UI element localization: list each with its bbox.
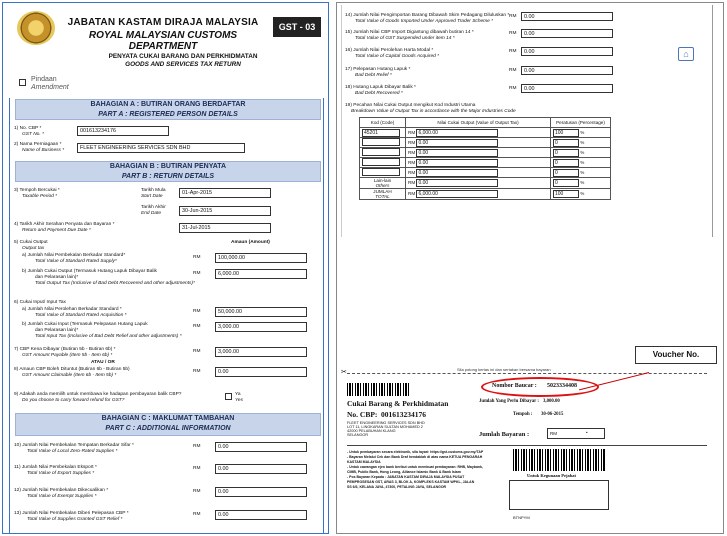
q6b-label-2: dan Pelarasan lain)* (35, 328, 79, 333)
yes-label-malay: Ya (235, 392, 241, 397)
percent-sign: % (580, 191, 585, 196)
scissors-icon: ✂ (341, 369, 347, 376)
q3-label-en: Taxable Period * (22, 194, 58, 199)
q10-label: 10) Jumlah Nilai Pembekalan Tempatan Berkadar Sifar * (14, 443, 134, 448)
table-row (360, 128, 611, 138)
standard-rated-supply-field[interactable]: 100,000.00 (215, 253, 307, 263)
q18-label: 18) Hutang Lapuk Dibayar Balik * (345, 85, 416, 90)
amendment-checkbox[interactable] (19, 79, 26, 86)
q13-label-en: Total Value of Supplies Granted GST Relief * (27, 517, 123, 522)
percent-sign: % (580, 129, 585, 135)
rm-label: RM (408, 139, 416, 145)
slip-divider (347, 445, 707, 446)
slip-barcode-main (513, 449, 605, 471)
gst-no-label: No. CBP: (347, 410, 378, 419)
start-date-label: Tarikh Mula (141, 188, 166, 193)
q1-label: 1) No. CBP * (14, 126, 42, 131)
gst-payable-field[interactable]: 3,000.00 (215, 347, 307, 357)
q1-label-en: GST No. * (22, 132, 44, 137)
code-field[interactable] (362, 168, 400, 176)
part-c-header: BAHAGIAN C : MAKLUMAT TAMBAHAN PART C : ADDITIONAL INFORMATION (15, 413, 321, 436)
q5b-label: b) Jumlah Cukai Output (Termasuk Hutang Lapuk Dibayar Balik (22, 269, 157, 274)
table-row (360, 158, 611, 168)
rm-label: RM (408, 149, 416, 155)
note-line: - Untuk pembayaran secara elektronik, sila layari: https://gst.customs.gov.my/TAP (347, 450, 484, 454)
carry-forward-checkbox[interactable] (225, 393, 232, 400)
table-row (360, 168, 611, 178)
amount-due-value: 3,000.00 (543, 399, 560, 404)
gst03-form-page1 (2, 2, 329, 534)
others-value-field[interactable]: 0.00 (416, 179, 498, 187)
total-percentage-field[interactable]: 100 (553, 190, 579, 198)
q8-label: 8) Amaun CBP Boleh Dituntut (Butiran 6b - Butiran 5b) (14, 367, 130, 372)
q5-label: 5) Cukai Output (14, 240, 48, 245)
part-b-header: BAHAGIAN B : BUTIRAN PENYATA PART B : RETURN DETAILS (15, 161, 321, 182)
pdf-icon[interactable]: ⌂ (678, 47, 694, 61)
q7-label: 7) CBP Kena Dibayar (Butiran 5b - Butiran 6b) * (14, 347, 116, 352)
business-name-field[interactable]: FLEET ENGINEERING SERVICES SDN BHD (77, 143, 245, 153)
slip-title: Cukai Barang & Perkhidmatan (347, 399, 449, 408)
q5a-label-en: Total Value of Standard Rated Supply* (35, 259, 117, 264)
approved-trader-imports-field[interactable]: 0.00 (521, 12, 613, 21)
percentage-field[interactable]: 100 (553, 129, 579, 137)
percent-sign: % (580, 159, 585, 165)
q16-label: 16) Jumlah Nilai Perolehan Harta Modal * (345, 48, 434, 53)
voucher-number-label: Nombor Baucar : (492, 383, 537, 389)
table-row (360, 138, 611, 148)
rm-label: RM (509, 49, 517, 54)
export-supplies-field[interactable]: 0.00 (215, 464, 307, 474)
start-date-field[interactable]: 01-Apr-2015 (179, 188, 271, 198)
gst-claimable-field[interactable]: 0.00 (215, 367, 307, 377)
part-a-header: BAHAGIAN A : BUTIRAN ORANG BERDAFTAR PART A : REGISTERED PERSON DETAILS (15, 99, 321, 120)
exempt-supplies-field[interactable]: 0.00 (215, 487, 307, 497)
percent-sign: % (580, 139, 585, 145)
total-output-tax-field[interactable]: 6,000.00 (215, 269, 307, 279)
q7-label-en: GST Amount Payable (Item 5b - Item 6b) * (22, 353, 113, 358)
rm-label: RM (193, 512, 201, 517)
slip-code: BTNPYM (513, 515, 530, 520)
end-date-label-en: End Date (141, 211, 162, 216)
q10-label-en: Total Value of Local Zero-Rated Supplies * (27, 449, 118, 454)
q18-label-en: Bad Debt Recovered * (355, 91, 403, 96)
rm-label: RM (408, 129, 416, 135)
rm-label: RM (193, 489, 201, 494)
dot-icon: • (586, 430, 588, 435)
rm-label: RM (193, 369, 201, 374)
rm-label: RM (408, 169, 416, 175)
deadline-label: Tempoh : (513, 412, 533, 417)
percentage-field[interactable]: 0 (553, 139, 579, 147)
q17-label: 17) Pelepasan Hutang Lapuk * (345, 67, 411, 72)
code-field[interactable] (362, 158, 400, 166)
standard-rated-acquisition-field[interactable]: 50,000.00 (215, 307, 307, 317)
q16-label-en: Total Value of Capital Goods Acquired * (355, 54, 439, 59)
rm-label: RM (193, 444, 201, 449)
note-line: CIMB, Public Bank, Hong Leong, Alliance Islamic Bank & Bank Islam (347, 470, 461, 474)
table-row-others (360, 178, 611, 189)
q5a-label: a) Jumlah Nilai Pembekalan Berkadar Standard* (22, 253, 126, 258)
note-line: PEMPROSESAN GST, ARAS 3, BLOK A, KOMPLEKS KASTAM WPKL, JALAN (347, 480, 475, 484)
q19-label: 19) Pecahan Nilai Cukai Output mengikut Kod Industri Utama (345, 103, 476, 108)
column-header-code: Kod (Code) (360, 118, 406, 128)
q13-label: 13) Jumlah Nilai Pembekalan Diberi Pelepasan CBP * (14, 511, 129, 516)
q2-label: 2) Nama Perniagaan * (14, 142, 62, 147)
note-line: - Bayaran Melalui Cek dan Bank Draf hendaklah di atas nama KETUA PENGARAH (347, 455, 483, 459)
slip-barcode-top (347, 383, 409, 396)
total-label-malay: JUMLAH (373, 189, 392, 194)
address-line: LOT 11, LINGKARAN SULTAN MOHAMED 2 (347, 425, 423, 429)
q6b-label-en: Total Input Tax (Inclusive of Bad Debt Relief and other adjustments) * (35, 334, 182, 339)
percent-sign: % (580, 149, 585, 155)
others-percentage-field[interactable]: 0 (553, 179, 579, 187)
percentage-field[interactable]: 0 (553, 169, 579, 177)
rm-label: RM (509, 31, 517, 36)
percentage-field[interactable]: 0 (553, 149, 579, 157)
others-label: Others (375, 183, 390, 188)
bad-debt-recovered-field[interactable]: 0.00 (521, 84, 613, 93)
percent-sign: % (580, 180, 585, 185)
title-malay: JABATAN KASTAM DIRAJA MALAYSIA (67, 17, 259, 28)
zero-rated-supplies-field[interactable]: 0.00 (215, 442, 307, 452)
rm-label: RM (193, 271, 201, 276)
q14-label: 14) Jumlah Nilai Pengimportan Barang Dibawah Skim Pedagang Diluluskan * (345, 13, 510, 18)
output-tax-value-field[interactable]: 0.00 (416, 159, 498, 167)
q11-label: 11) Jumlah Nilai Pembekalan Eksport * (14, 465, 97, 470)
payment-amount-label: Jumlah Bayaran : (479, 431, 530, 438)
q14-label-en: Total Value of Goods Imported Under Approved Trader Scheme * (355, 19, 494, 24)
or-label: ATAU / OR (91, 360, 115, 365)
output-tax-value-field[interactable]: 0.00 (416, 139, 498, 147)
rm-label: RM (193, 349, 201, 354)
end-date-field[interactable]: 30-Jun-2015 (179, 206, 271, 216)
rm-label: RM (193, 324, 201, 329)
total-input-tax-field[interactable]: 3,000.00 (215, 322, 307, 332)
q3-label: 3) Tempoh Bercukai * (14, 188, 60, 193)
table-row-total (360, 189, 611, 200)
margin-line-left (9, 98, 10, 533)
q11-label-en: Total Value of Export Supplies * (27, 471, 95, 476)
amendment-label-english: Amendment (31, 84, 69, 91)
q15-label: 15) Jumlah Nilai CBP Import Digantung dibawah butiran 14 * (345, 30, 474, 35)
subtitle-malay: PENYATA CUKAI BARANG DAN PERKHIDMATAN (108, 53, 258, 60)
rm-label: RM (509, 68, 517, 73)
q8-label-en: GST Amount Claimable (Item 6b - Item 5b) * (22, 373, 117, 378)
deadline-value: 30-06-2015 (541, 412, 564, 417)
q2-label-en: Name of Business * (22, 148, 65, 153)
address-line: 42000 PELABUHAN KLANG (347, 429, 396, 433)
q5b-label-2: dan Pelarasan lain)* (35, 275, 79, 280)
q12-label: 12) Jumlah Nilai Pembekalan Dikecualikan * (14, 488, 109, 493)
bad-debt-relief-field[interactable]: 0.00 (521, 66, 613, 75)
code-field[interactable]: 45201 (362, 129, 400, 137)
rm-label: RM (408, 159, 416, 165)
rm-label: RM (193, 466, 201, 471)
column-header-value: Nilai Cukai Output (Value of Output Tax) (406, 118, 551, 128)
payment-amount-field[interactable] (547, 428, 605, 439)
q15-label-en: Total Value of GST Suspended under item 14 * (355, 36, 455, 41)
start-date-label-en: Start Date (141, 194, 163, 199)
q6-label: 6) Cukai Input/ Input Tax (14, 300, 66, 305)
q4-label: 4) Tarikh Akhir Serahan Penyata dan Bayaran * (14, 222, 115, 227)
form-code-badge: GST - 03 (273, 17, 321, 37)
table-row (360, 148, 611, 158)
cut-instruction: Sila potong kertas ini dan sertakan bersama bayaran (457, 367, 551, 372)
amount-due-label: Jumlah Yang Perlu Dibayar : (479, 399, 539, 404)
percentage-field[interactable]: 0 (553, 159, 579, 167)
percent-sign: % (580, 169, 585, 175)
industry-code-table (359, 117, 611, 200)
output-tax-value-field[interactable]: 0.00 (416, 169, 498, 177)
gst-number-field[interactable]: 001613234176 (77, 126, 169, 136)
q5b-label-en: Total Output Tax (Inclusive of Bad Debt Recovered and other adjustments)* (35, 281, 195, 286)
voucher-number-value: 5023334408 (547, 383, 577, 389)
rm-label: RM (509, 14, 517, 19)
code-field[interactable] (362, 148, 400, 156)
note-line: - Untuk cawangan ejen bank berikut untuk membuat pembayaran: RHB, Maybank, (347, 465, 483, 469)
payment-rm-label: RM (550, 431, 557, 436)
amount-header: Amaun (Amount) (231, 240, 270, 245)
address-line: SELANGOR (347, 433, 369, 437)
margin-line-right (323, 98, 324, 533)
output-tax-value-field[interactable]: 0.00 (416, 149, 498, 157)
total-label: TOTAL (375, 194, 390, 199)
rm-label: RM (193, 255, 201, 260)
total-value-field[interactable]: 6,000.00 (416, 190, 498, 198)
address-line: FLEET ENGINEERING SERVICES SDN BHD (347, 421, 425, 425)
column-header-percentage: Peratusan (Percentage) (551, 118, 611, 128)
rm-label: RM (408, 191, 416, 196)
voucher-callout-box: Voucher No. (635, 346, 717, 364)
rm-label: RM (509, 86, 517, 91)
gst-no-value: 001613234176 (381, 410, 426, 419)
office-use-label: Untuk Kegunaan Pejabat (527, 473, 577, 478)
office-use-box (509, 480, 609, 510)
malaysia-coat-of-arms-logo (17, 11, 55, 45)
q6b-label: b) Jumlah Cukai Input (Termasuk Pelepasan Hutang Lapuk (22, 322, 148, 327)
code-field[interactable] (362, 138, 400, 146)
others-label-malay: Lain-lain (373, 178, 392, 183)
rm-label: RM (408, 180, 416, 185)
q6a-label-en: Total Value of Standard Rated Acquisition * (35, 313, 127, 318)
q17-label-en: Bad Debt Relief * (355, 73, 392, 78)
title-english: ROYAL MALAYSIAN CUSTOMS DEPARTMENT (88, 30, 238, 52)
q12-label-en: Total Value of Exempt Supplies * (27, 494, 97, 499)
gst-relief-supplies-field[interactable]: 0.00 (215, 510, 307, 520)
q6a-label: a) Jumlah Nilai Perolehan Berkadar Standard * (22, 307, 122, 312)
amendment-label-malay: Pindaan (31, 76, 57, 83)
gst-suspended-field[interactable]: 0.00 (521, 29, 613, 38)
yes-label: Yes (235, 398, 244, 403)
capital-goods-field[interactable]: 0.00 (521, 47, 613, 56)
end-date-label: Tarikh Akhir (141, 205, 166, 210)
q9-label-en: Do you choose to carry forward refund for GST? (22, 398, 125, 403)
note-line: KASTAM MALAYSIA (347, 460, 381, 464)
q19-label-en: Breakdown Value of Output Tax in accordance with the Major Industries Code (351, 109, 516, 114)
rm-label: RM (193, 309, 201, 314)
gst03-form-page2 (336, 2, 724, 534)
due-date-field[interactable]: 31-Jul-2015 (179, 223, 271, 233)
cut-line (347, 373, 707, 374)
note-line: SS 6/3, KELANA JAYA, 47300, PETALING JAYA, SELANGOR (347, 485, 447, 489)
q9-label: 9) Adakah anda memilih untuk membawa ke hadapan pembayaran balik CBP? (14, 392, 182, 397)
output-tax-value-field[interactable]: 6,000.00 (416, 129, 498, 137)
output-tax-label: Output tax (22, 246, 45, 251)
note-line: - Pos Bayaran Kepada : JABATAN KASTAM DIRAJA MALAYSIA PUSAT (347, 475, 465, 479)
subtitle-english: GOODS AND SERVICES TAX RETURN (125, 61, 241, 68)
q4-label-en: Return and Payment Due Date * (22, 228, 91, 233)
